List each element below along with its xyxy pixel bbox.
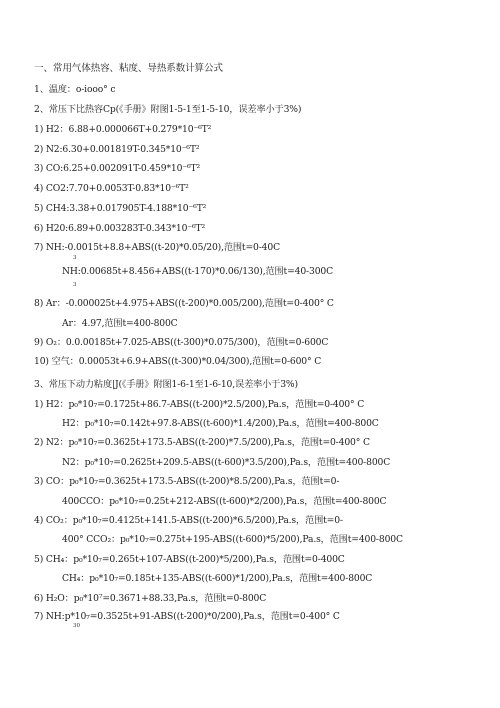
mu-h2-line-2: H2：p₀*10₇=0.142t+97.8-ABS((t-600)*1.4/200),Pa.s，范围t=400-800C bbox=[62, 418, 379, 429]
cp-air-line: 10) 空气：0.00053t+6.9+ABS((t-300)*0.04/300),范围t=0-600° C bbox=[34, 356, 322, 367]
cp-ar-line-1: 8) Ar：-0.000025t+4.975+ABS((t-200)*0.005/200),范围t=0-400° C bbox=[34, 298, 334, 309]
mu-co2-line-1: 4) CO₂：p₀*10₇=0.4125t+141.5-ABS((t-200)*6.5/200),Pa.s，范围t=0- bbox=[34, 515, 343, 526]
cp-n2-line: 2) N2:6.30+0.001819T-0.345*10⁻⁶T² bbox=[34, 144, 200, 155]
cp-o2-line: 9) O₂：0.0.00185t+7.025-ABS((t-300)*0.075/300)，范围t=0-600C bbox=[34, 337, 329, 348]
mu-ch4-line-1: 5) CH₄：p₀*10₇=0.265t+107-ABS((t-200)*5/200),Pa.s，范围t=0-400C bbox=[34, 554, 345, 565]
cp-co-line: 3) CO:6.25+0.002091T-0.459*10⁻⁶T² bbox=[34, 163, 201, 174]
mu-co-line-2: 400CCO：p₀*10₇=0.25t+212-ABS((t-600)*2/200),Pa.s，范围t=400-800C bbox=[62, 496, 387, 507]
subscript-mark: 30 bbox=[73, 623, 80, 629]
mu-n2-line-2: N2：p₀*10₇=0.2625t+209.5-ABS((t-600)*3.5/200),Pa.s，范围t=400-800C bbox=[62, 457, 391, 468]
cp-nh3-line-2: NH:0.00685t+8.456+ABS((t-170)*0.06/130),范围t=40-300C bbox=[62, 266, 333, 277]
cp-h2-line: 1) H2：6.88+0.000066T+0.279*10⁻⁶T² bbox=[34, 124, 212, 135]
cp-h2o-line: 6) H20:6.89+0.003283T-0.343*10⁻⁶T² bbox=[34, 223, 206, 234]
subsection-heading-viscosity: 3、常压下动力粘度|J(《手册》附图1-6-1至1-6-10,误差率小于3%) bbox=[34, 379, 298, 390]
mu-co-line-1: 3) CO：p₀*10₇=0.3625t+173.5-ABS((t-200)*8.5/200),Pa.s，范围t=0- bbox=[34, 476, 340, 487]
cp-ar-line-2: Ar：4.97,范围t=400-800C bbox=[62, 318, 178, 329]
cp-ch4-line: 5) CH4:3.38+0.017905T-4.188*10⁻⁶T² bbox=[34, 203, 207, 214]
subscript-mark: 3 bbox=[73, 282, 77, 288]
mu-n2-line-1: 2) N2：p₀*10₇=0.3625t+173.5-ABS((t-200)*7.5/200),Pa.s，范围t=0-400° C bbox=[34, 437, 370, 448]
mu-nh3-line: 7) NH:p*10₇=0.3525t+91-ABS((t-200)*0/200),Pa.s，范围t=0-400° C bbox=[34, 611, 340, 622]
mu-ch4-line-2: CH₄：p₀*10₇=0.185t+135-ABS((t-600)*1/200),Pa.s，范围t=400-800C bbox=[62, 573, 373, 584]
section-heading: 一、常用气体热容、粘度、导热系数计算公式 bbox=[34, 63, 223, 74]
temperature-line: 1、温度：o-iooo° c bbox=[34, 84, 116, 95]
mu-h2-line-1: 1) H2：p₀*10₇=0.1725t+86.7-ABS((t-200)*2.5/200),Pa.s，范围t=0-400° C bbox=[34, 399, 365, 410]
cp-nh3-line-1: 7) NH:-0.0015t+8.8+ABS((t-20)*0.05/20),范围t=0-40C bbox=[34, 242, 280, 253]
mu-h2o-line: 6) H₂O：p₀*10⁷=0.3671+88.33,Pa.s，范围t=0-800C bbox=[34, 593, 267, 604]
mu-co2-line-2: 400° CCO₂：p₀*10₇=0.275t+195-ABS((t-600)*5/200),Pa.s，范围t=400-800C bbox=[62, 534, 403, 545]
cp-co2-line: 4) CO2:7.70+0.0053T-0.83*10⁻⁶T² bbox=[34, 183, 189, 194]
subsection-heading-cp: 2、常压下比热容Cp(《手册》附图1-5-1至1-5-10，误差率小于3%) bbox=[34, 104, 302, 115]
subscript-mark: 3 bbox=[73, 255, 77, 261]
